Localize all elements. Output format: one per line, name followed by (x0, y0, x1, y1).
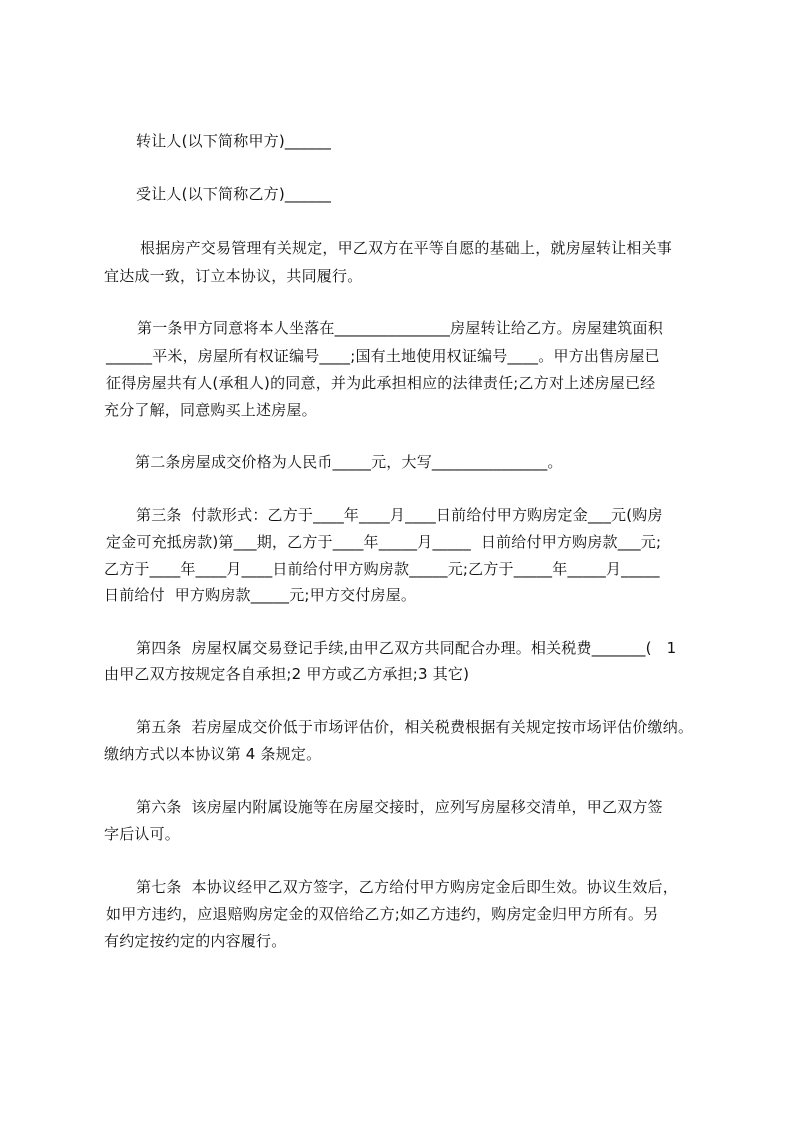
article4-line-1: 第四条 房屋权属交易登记手续,由甲乙双方共同配合办理。相关税费_______( 1 (136, 639, 677, 657)
article7-line-1: 第七条 本协议经甲乙双方签字，乙方给付甲方购房定金后即生效。协议生效后， (136, 878, 678, 896)
transferee-line: 受让人(以下简称乙方)______ (136, 185, 332, 203)
article1-line-1: 第一条甲方同意将本人坐落在_______________房屋转让给乙方。房屋建筑面积 (137, 319, 663, 337)
article7-line-3: 有约定按约定的内容履行。 (104, 932, 287, 950)
article6-line-2: 字后认可。 (104, 825, 181, 843)
intro-line-1: 根据房产交易管理有关规定，甲乙双方在平等自愿的基础上，就房屋转让相关事 (140, 239, 673, 257)
transferor-line: 转让人(以下简称甲方)______ (136, 132, 332, 150)
article7-line-2: 如甲方违约，应退赔购房定金的双倍给乙方;如乙方违约，购房定金归甲方所有。另 (106, 905, 659, 923)
article2-line-1: 第二条房屋成交价格为人民币_____元，大写_______________。 (135, 453, 563, 471)
article3-line-3: 乙方于____年____月____日前给付甲方购房款_____元;乙方于_____年_____月_____ (104, 560, 660, 578)
article1-line-2: ______平米，房屋所有权证编号____;国有土地使用权证编号____。甲方出售房屋已 (106, 347, 660, 365)
article5-line-1: 第五条 若房屋成交价低于市场评估价，相关税费根据有关规定按市场评估价缴纳。 (136, 718, 694, 736)
intro-line-2: 宜达成一致，订立本协议，共同履行。 (104, 267, 363, 285)
article4-line-2: 由甲乙双方按规定各自承担;2 甲方或乙方承担;3 其它) (104, 665, 470, 683)
article1-line-3: 征得房屋共有人(承租人)的同意，并为此承担相应的法律责任;乙方对上述房屋已经 (106, 374, 656, 392)
article3-line-2: 定金可充抵房款)第___期，乙方于____年_____月_____ 日前给付甲方购房款___元; (106, 533, 662, 551)
article3-line-1: 第三条 付款形式：乙方于____年____月____日前给付甲方购房定金___元(购房 (136, 506, 663, 524)
article6-line-1: 第六条 该房屋内附属设施等在房屋交接时，应列写房屋移交清单，甲乙双方签 (136, 798, 663, 816)
article3-line-4: 日前给付 甲方购房款_____元;甲方交付房屋。 (104, 586, 417, 604)
article5-line-2: 缴纳方式以本协议第 4 条规定。 (104, 745, 322, 763)
article1-line-4: 充分了解，同意购买上述房屋。 (104, 401, 317, 419)
